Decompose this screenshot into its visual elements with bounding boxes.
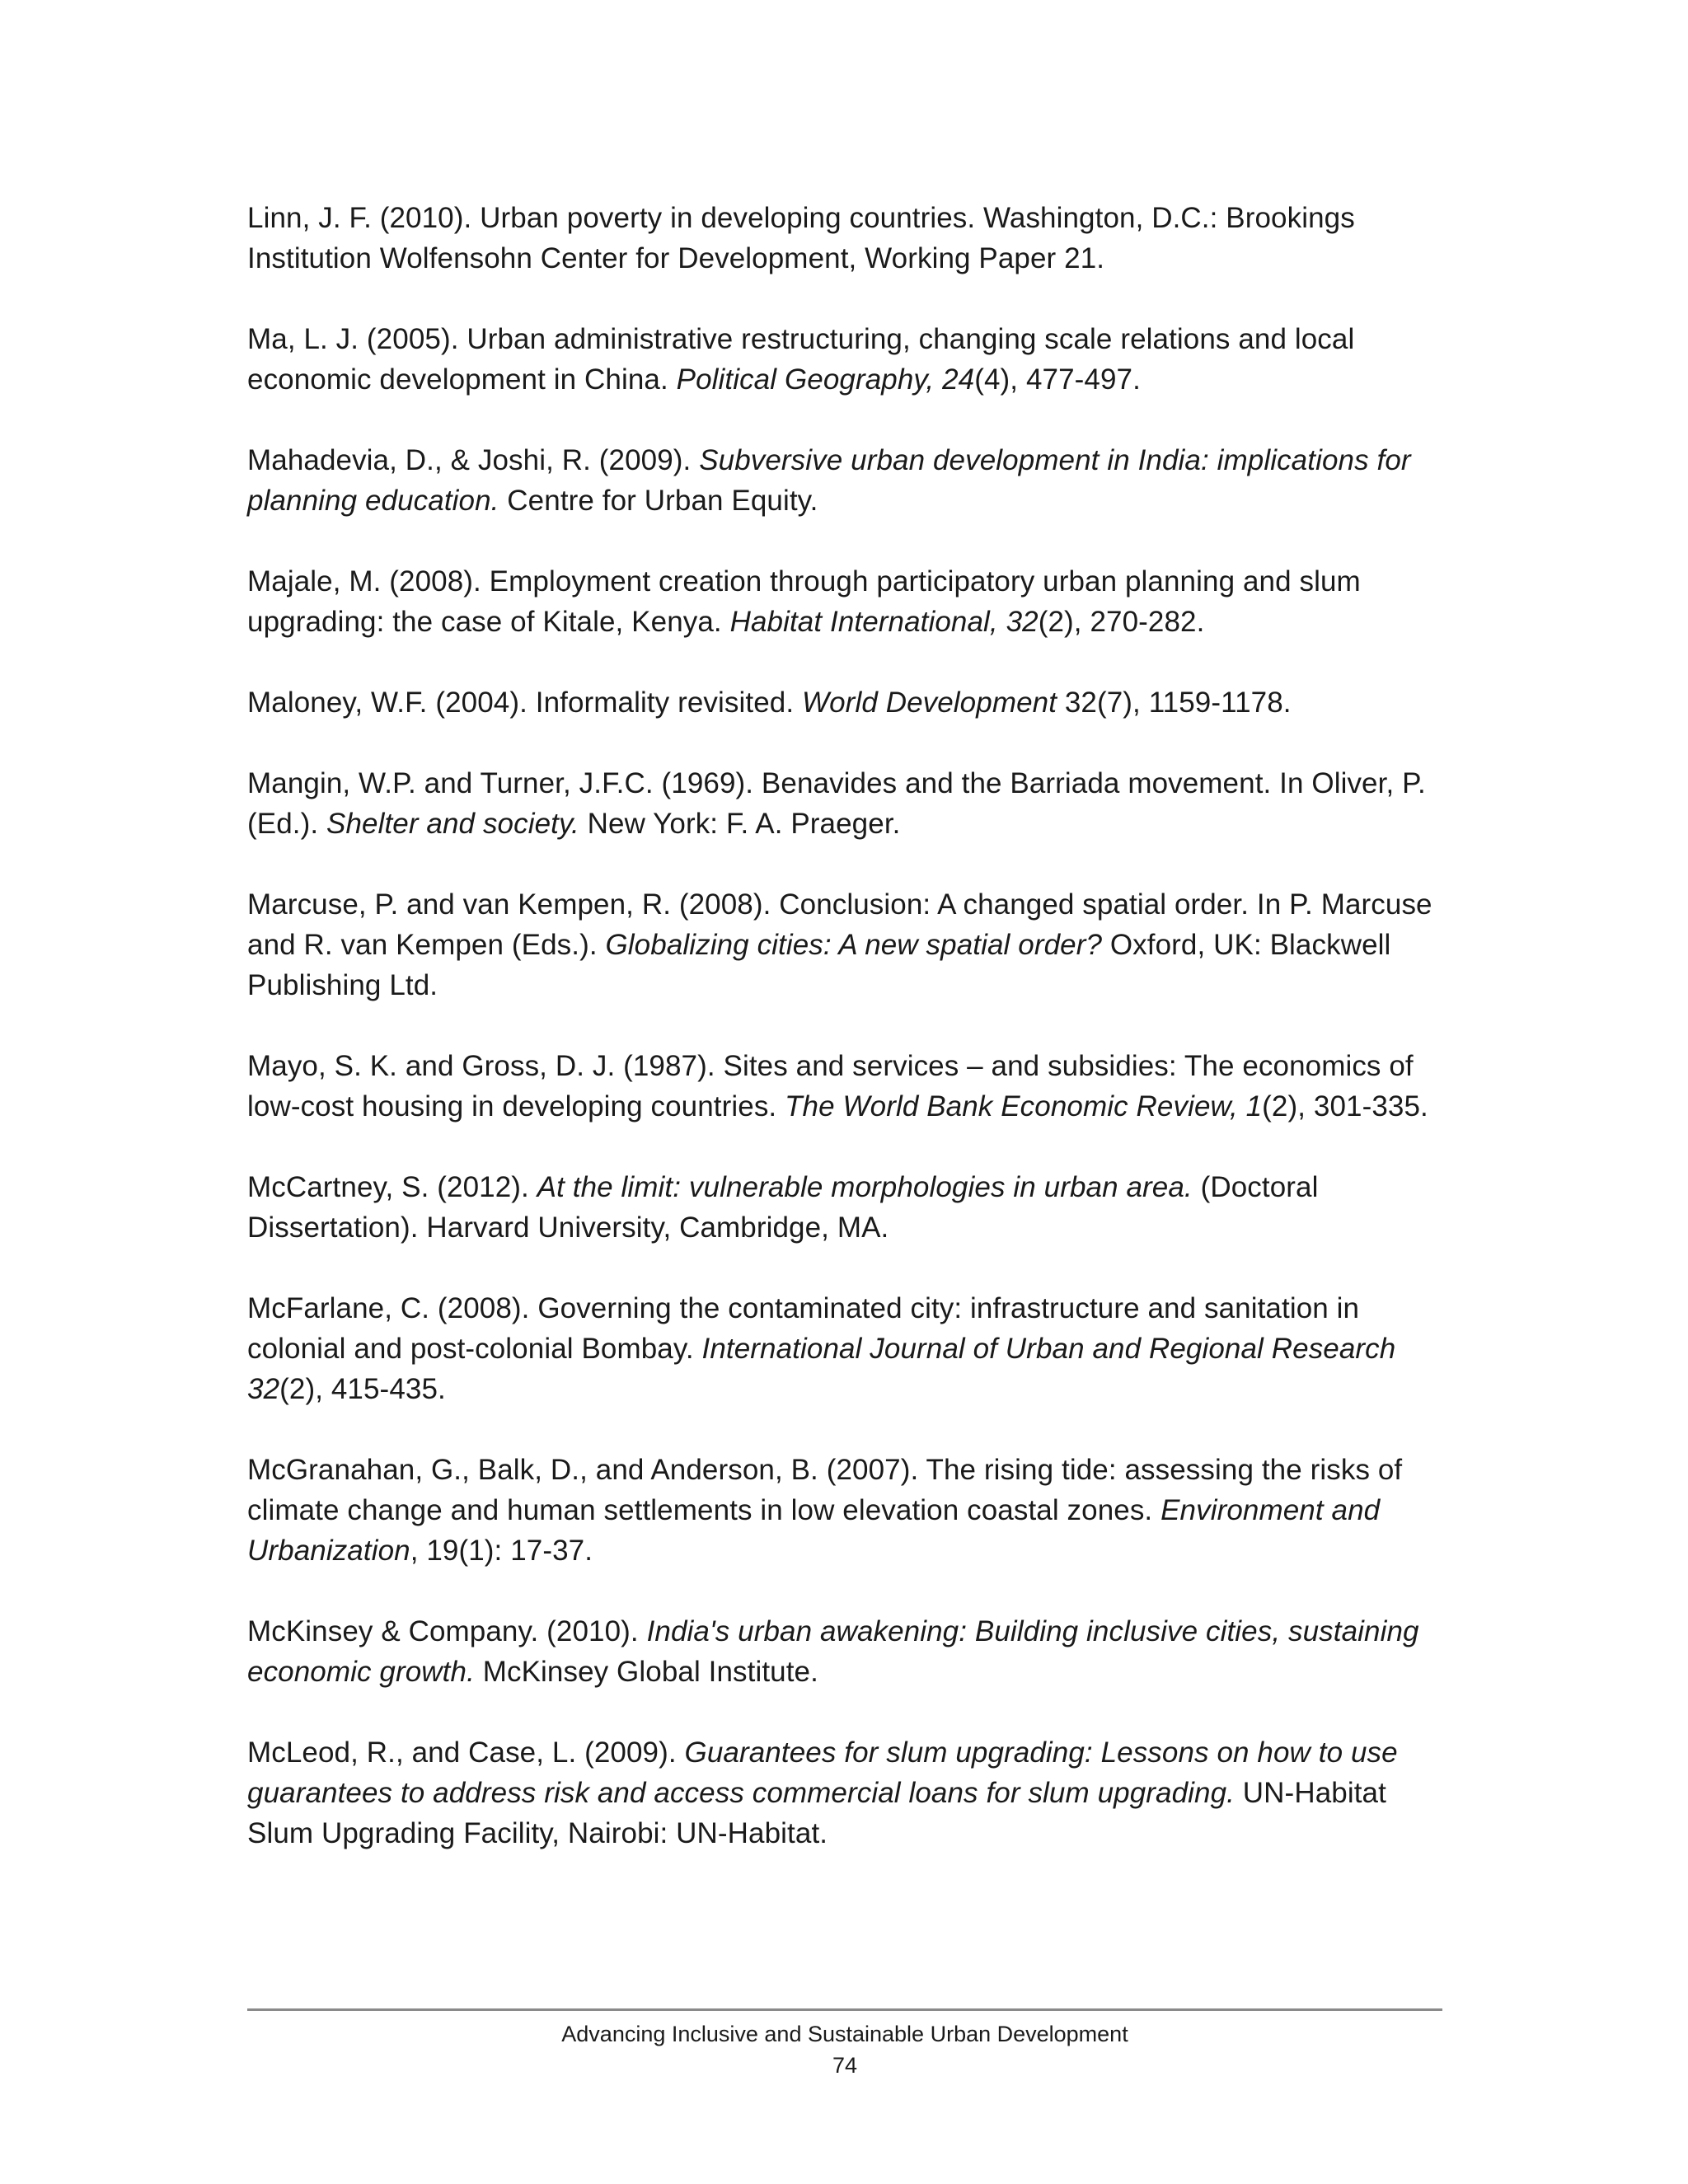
reference-entry: [247, 561, 1442, 642]
reference-text: , 19(1): 17-37.: [410, 1535, 593, 1567]
reference-text: Mangin, W.P. and Turner, J.F.C. (1969). Benavides and the Barriada movement. In Oliver, P. (Ed.).: [247, 767, 1426, 840]
reference-entry: [247, 440, 1442, 521]
reference-text: (Doctoral Dissertation). Harvard University, Cambridge, MA.: [247, 1171, 1319, 1244]
reference-text: Ma, L. J. (2005). Urban administrative restructuring, changing scale relations and local economic development in China.: [247, 323, 1355, 396]
reference-text: Mayo, S. K. and Gross, D. J. (1987). Sites and services – and subsidies: The economics of low-cost housing in developing countries.: [247, 1050, 1414, 1122]
reference-text: UN-Habitat Slum Upgrading Facility, Nairobi: UN-Habitat.: [247, 1777, 1386, 1849]
page-number: 74: [832, 2053, 858, 2078]
reference-text: McGranahan, G., Balk, D., and Anderson, B. (2007). The rising tide: assessing the risks of climate change and human settlements in low elevation coastal zones.: [247, 1454, 1403, 1526]
footer-divider: [247, 2008, 1442, 2011]
reference-text: McLeod, R., and Case, L. (2009).: [247, 1736, 685, 1769]
reference-text: (4), 477-497.: [974, 363, 1141, 396]
reference-italic-text: Subversive urban development in India: implications for planning education.: [247, 444, 1411, 517]
reference-text: Mahadevia, D., & Joshi, R. (2009).: [247, 444, 700, 476]
reference-text: McKinsey & Company. (2010).: [247, 1615, 647, 1647]
reference-text: 32(7), 1159-1178.: [1057, 687, 1292, 719]
reference-entry: [247, 682, 1442, 723]
reference-entry: [247, 1288, 1442, 1409]
reference-text: (2), 270-282.: [1038, 606, 1205, 638]
reference-text: McFarlane, C. (2008). Governing the contaminated city: infrastructure and sanitation in colonial and post-colonial Bombay.: [247, 1292, 1360, 1365]
reference-text: (2), 301-335.: [1262, 1090, 1428, 1122]
reference-italic-text: The World Bank Economic Review, 1: [785, 1090, 1263, 1122]
reference-list: [247, 198, 1442, 1894]
reference-text: New York: F. A. Praeger.: [579, 808, 901, 840]
reference-italic-text: Globalizing cities: A new spatial order?: [605, 929, 1103, 961]
reference-entry: [247, 1167, 1442, 1248]
reference-text: Majale, M. (2008). Employment creation through participatory urban planning and slum upgrading: the case of Kitale, Kenya.: [247, 565, 1361, 638]
reference-entry: [247, 1046, 1442, 1127]
reference-italic-text: International Journal of Urban and Regional Research 32: [247, 1333, 1396, 1405]
reference-entry: [247, 319, 1442, 400]
reference-entry: [247, 763, 1442, 844]
reference-italic-text: India's urban awakening: Building inclusive cities, sustaining economic growth.: [247, 1615, 1419, 1688]
reference-italic-text: At the limit: vulnerable morphologies in urban area.: [537, 1171, 1193, 1203]
reference-entry: [247, 1611, 1442, 1692]
reference-text: Maloney, W.F. (2004). Informality revisited.: [247, 687, 802, 719]
reference-text: Marcuse, P. and van Kempen, R. (2008). Conclusion: A changed spatial order. In P. Marcuse and R. van Kempen (Eds.).: [247, 888, 1432, 961]
reference-text: McCartney, S. (2012).: [247, 1171, 537, 1203]
footer-title: Advancing Inclusive and Sustainable Urban Development: [561, 2022, 1128, 2046]
reference-italic-text: Political Geography, 24: [676, 363, 975, 396]
reference-text: McKinsey Global Institute.: [474, 1656, 818, 1688]
reference-entry: [247, 1732, 1442, 1854]
reference-entry: [247, 198, 1442, 279]
reference-text: (2), 415-435.: [279, 1373, 446, 1405]
reference-entry: [247, 1450, 1442, 1571]
reference-italic-text: Guarantees for slum upgrading: Lessons on how to use guarantees to address risk and access commercial loans for slum upgrading.: [247, 1736, 1398, 1809]
reference-italic-text: World Development: [801, 687, 1057, 719]
reference-text: Oxford, UK: Blackwell Publishing Ltd.: [247, 929, 1391, 1001]
reference-italic-text: Environment and Urbanization: [247, 1494, 1381, 1567]
reference-italic-text: Habitat International, 32: [729, 606, 1039, 638]
reference-entry: [247, 884, 1442, 1005]
reference-text: Linn, J. F. (2010). Urban poverty in developing countries. Washington, D.C.: Brookings Institution Wolfensohn Center for Development, Working Paper 21.: [247, 202, 1355, 274]
reference-italic-text: Shelter and society.: [326, 808, 579, 840]
reference-text: Centre for Urban Equity.: [499, 485, 818, 517]
